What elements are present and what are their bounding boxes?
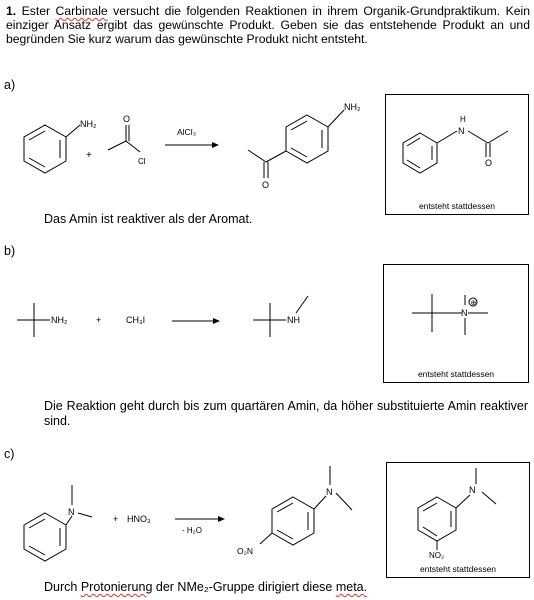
minus-water-label: - H₂O	[182, 526, 202, 535]
oxygen-label-product: O	[262, 180, 270, 190]
n-plus-label: N	[461, 308, 468, 318]
svg-text:⊕: ⊕	[470, 300, 477, 307]
o2n-label: O₂N	[237, 546, 254, 556]
plus-sign-b: +	[96, 315, 102, 325]
box-caption-b: entsteht stattdessen	[417, 369, 495, 379]
n-label-product-c: N	[326, 487, 333, 497]
acetyl-chloride-structure	[108, 114, 146, 166]
plus-sign-c: +	[113, 514, 119, 524]
box-caption-a: entsteht stattdessen	[418, 201, 496, 211]
n-label-box-c: N	[469, 485, 476, 495]
nh-label: NH	[287, 315, 300, 325]
methyl-tert-butylamine-structure	[253, 296, 308, 337]
acetanilide-structure	[403, 115, 508, 173]
task-intro: 1. Ester Carbinale versucht die folgenden Reaktionen in ihrem Organik-Grundpraktikum. Kein einziger Ansatz ergibt das gewünschte Produkt. Geben sie das entstehende Produkt an und begründen Sie kurz warum das gewünschte Produkt nicht entsteht.	[6, 4, 530, 46]
tert-butylamine-structure	[17, 303, 68, 337]
quaternary-ammonium-structure	[412, 294, 488, 335]
task-number: 1.	[6, 4, 17, 18]
alcl3-label: AlCl₃	[177, 127, 197, 137]
box-caption-c: entsteht stattdessen	[419, 564, 497, 574]
part-c-label: c)	[4, 447, 15, 461]
explanation-b: Die Reaktion geht durch bis zum quartären Amin, da höher substituierte Amin reaktiver sind.	[44, 399, 528, 428]
chlorine-label: Cl	[138, 157, 146, 166]
name-word: Carbinale	[55, 4, 108, 18]
acetylaniline-structure	[248, 102, 361, 190]
methyl-iodide-label: CH₃I	[126, 315, 146, 325]
para-nitro-dimethylaniline-structure	[237, 466, 352, 556]
oxygen-label: O	[123, 114, 131, 124]
dimethylaniline-structure	[24, 485, 92, 561]
nitric-acid-label: HNO₃	[127, 514, 151, 524]
plus-sign: +	[86, 150, 92, 161]
nh2-label-b: NH₂	[51, 315, 68, 325]
n-label: N	[458, 126, 465, 136]
no2-label: NO₂	[429, 551, 445, 560]
nh2-label-product: NH₂	[344, 102, 361, 112]
aniline-structure-a	[24, 119, 97, 173]
n-label-c: N	[68, 507, 75, 517]
nh2-label: NH₂	[80, 119, 97, 129]
meta-nitro-dimethylaniline-structure	[418, 468, 496, 560]
part-a-label: a)	[4, 78, 16, 92]
o-label: O	[485, 158, 493, 168]
explanation-a: Das Amin ist reaktiver als der Aromat.	[44, 212, 253, 226]
explanation-c: Durch Protonierung der NMe₂-Gruppe dirigiert diese meta.	[44, 580, 368, 594]
part-b-label: b)	[4, 244, 16, 258]
h-label: H	[460, 115, 466, 124]
